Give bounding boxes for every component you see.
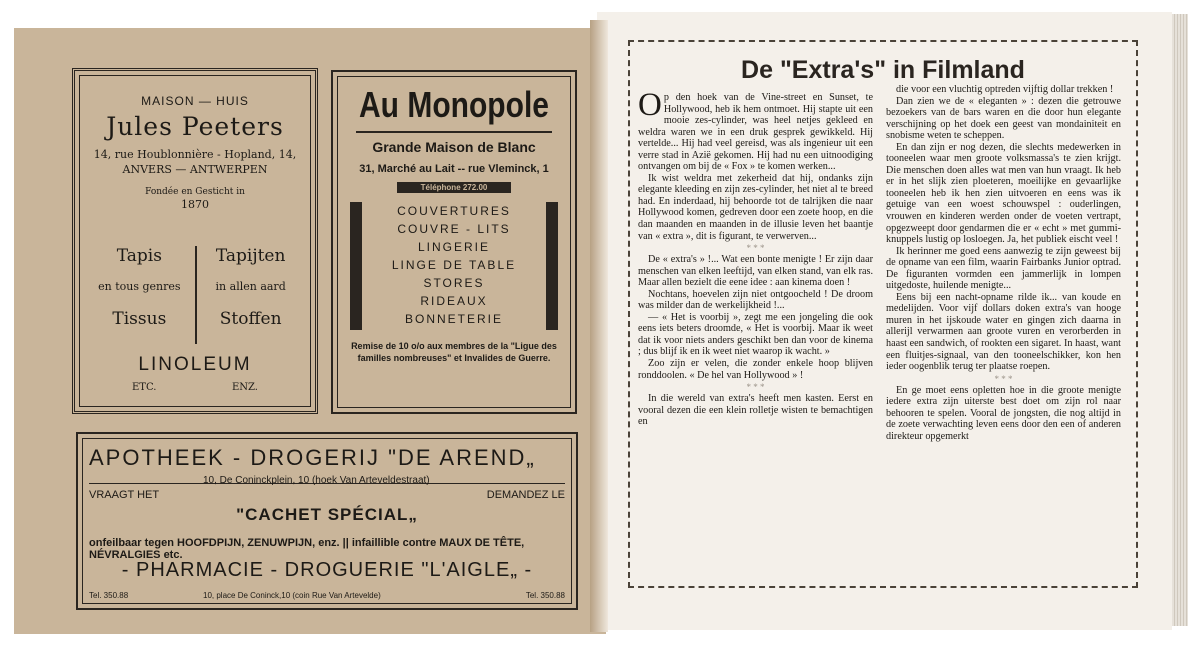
ad-pharmacy-address-french: 10, place De Coninck,10 (coin Rue Van Artevelde) [203,591,381,600]
ad-product: Tapijten [215,246,286,266]
article-paragraph: die voor een vluchtig optreden vijftig dollar trekken ! [896,84,1114,95]
section-separator: * * * [994,373,1013,384]
ad-year: 1870 [181,198,209,211]
article-paragraph: Ik wist weldra met zekerheid dat hij, ondanks zijn elegante kleeding en zijn zes-cylinder, het niet al te breed had. En inderdaad, hij behoorde tot de talrijken die naar Hollywood komen, gedreven door een zoete hoop, en die dan maanden en maanden in de illusie leven het baantje van « extra », dit is figurant, te verwerven... [638,172,873,242]
ad-telephone: Tel. 350.88 [89,591,129,600]
article-paragraph: Ik herinner me goed eens aanwezig te zijn geweest bij de opname van een film, waarin Fairbanks Junior optrad. De figuranten vormden een jammerlijk in lompen uitgedoste, huilende menigte... [886,245,1121,292]
article-column-2 [886,84,1121,442]
ad-product-item: LINGERIE [417,240,490,254]
ad-product-detail: in allen aard [215,280,286,293]
book-gutter [590,20,608,632]
article-paragraph: Nochtans, hoevelen zijn niet ontgoocheld ! De droom was milder dan de werkelijkheid !... [638,288,873,312]
ad-product-name: "CACHET SPÉCIAL„ [236,505,418,524]
article-paragraph: De « extra's » !... Wat een bonte menigte ! Er zijn daar menschen van elken leeftijd, van elken stand, van elk ras. Maar allen bezielt die eene idee : aan kinema doen ! [638,254,873,289]
divider [356,131,552,133]
ad-product-claim: onfeilbaar tegen HOOFDPIJN, ZENUWPIJN, enz. || infaillible contre MAUX DE TÊTE, NÉVRALGIES etc. [89,537,525,561]
ad-company-name: Jules Peeters [106,112,284,141]
ad-discount-note: Remise de 10 o/o aux membres de la "Ligue des familles nombreuses" et Invalides de Guerre. [351,341,557,363]
decorative-bar [350,202,362,330]
ad-linoleum: LINOLEUM [138,354,252,375]
ad-product-item: COUVRE - LITS [397,222,511,236]
ad-dutch-column [199,246,302,343]
ad-store-title: Au Monopole [359,85,549,126]
ad-jules-peeters [72,68,318,414]
ad-product-item: COUVERTURES [397,204,511,218]
article-paragraph: Eens bij een nacht-opname rilde ik... van koude en medelijden. Voor vijf dollars doken extra's van hooge muren in het ijskoude water en gingen zich daarna in allerijl verwarmen aan groote vuren en verorberden in haast een sandwich, of rookten een sigaret. In haast, want een fluitjes-signaal, van den tooneelschikker, kon hen ieder oogenblik terug ter plaatse roepen. [886,291,1121,373]
ad-de-arend [76,432,578,610]
ad-product-item: STORES [423,276,485,290]
divider [195,246,197,344]
ad-store-subtitle: Grande Maison de Blanc [372,139,536,155]
ad-french-column [88,246,191,343]
ad-product-detail: en tous genres [98,280,181,293]
article-paragraph: Op den hoek van de Vine-street en Sunset, te Hollywood, heb ik hem ontmoet. Hij stapte uit een mooie zes-cylinder, was heel netjes gekleed en weldra waren we in een druk gesprek gewikkeld. Hij vertelde... Hij had veel gereisd, was als ingenieur uit een verre stad in Azië gekomen. Hij had nu een uitnoodiging ontvangen om bij de « Fox » te komen werken... [638,87,873,173]
ad-vraagt: VRAAGT HET [89,489,160,501]
ad-product-item: LINGE DE TABLE [391,258,517,272]
ad-pharmacy-title: APOTHEEK - DROGERIJ "DE AREND„ [89,445,536,470]
ad-pharmacy-address: 10, De Coninckplein, 10 (hoek Van Arteveldestraat) [203,475,430,486]
article-paragraph: Dan zien we de « eleganten » : dezen die getrouwe bezoekers van de bars waren en die door hun elegante verschijning op het doek een geest van mondainiteit en snobisme weten te scheppen. [886,95,1121,142]
article-frame [628,40,1138,588]
ad-founded: Fondée en Gesticht in [145,187,245,197]
ad-product: Tapis [116,246,162,266]
ad-maison-label: MAISON — HUIS [141,94,249,108]
section-separator: * * * [746,243,765,254]
ad-city: ANVERS — ANTWERPEN [122,163,268,176]
article-paragraph: En ge moet eens opletten hoe in die groote menigte iedere extra zijn uiterste best doet om zijn rol naar behooren te spelen. Vooral de jongsten, die nog altijd in de zoete verwachting leven eens door den een of anderen direkteur opgemerkt [886,384,1121,442]
ad-address: 14, rue Houblonnière - Hopland, 14, [93,148,297,161]
drop-cap: O [638,87,662,123]
section-separator: * * * [746,382,765,393]
ad-pharmacy-french: - PHARMACIE - DROGUERIE "L'AIGLE„ - [121,559,533,581]
article-paragraph: Zoo zijn er velen, die zonder enkele hoop blijven ronddoolen. « De hel van Hollywood » ! [638,358,873,381]
article-paragraph: In die wereld van extra's heeft men kasten. Eerst en vooral dezen die een klein rolletje wisten te bemachtigen en [638,393,873,428]
ad-etc: ETC. [132,382,157,393]
article-title: De "Extra's" in Filmland [741,56,1025,84]
ad-product-item: RIDEAUX [420,294,488,308]
ad-telephone: Tel. 350.88 [525,591,565,600]
ad-au-monopole [331,70,577,414]
page-edges [1172,14,1188,626]
article-paragraph: — « Het is voorbij », zegt me een jongeling die ook eens iets beters droomde, « Het is voorbij. Maar ik weet dat ik voor niets anders geschikt ben dan voor de kinema ; dus blijf ik en ik weet niet waarop ik wacht. » [638,311,873,358]
ad-demandez: DEMANDEZ LE [486,489,565,501]
article-paragraph: En dan zijn er nog dezen, die slechts medewerken in tooneelen waar men groote volksmassa's te zien krijgt. Die menschen doen alles wat men van hun vraagt. Ik heb er in het slijk zien ploeteren, moeilijke en gevaarlijke tooneelen heb ik hen zien uitvoeren en eens was ik getuige van een woest schouwspel : ouderlingen, vrouwen en kinderen werden onder de voeten vertrapt, opgezweept door gendarmen die er « echt » met gummi-knuppels lustig op losloegen. Ja, het publiek eischt veel ! [886,141,1121,246]
ad-telephone: Téléphone 272.00 [397,182,512,193]
ad-product: Tissus [112,309,167,329]
ad-product-item: BONNETERIE [404,312,503,326]
decorative-bar [546,202,558,330]
ad-store-address: 31, Marché au Lait -- rue Vleminck, 1 [359,163,549,175]
ad-enz: ENZ. [231,382,258,393]
article-column-1 [638,87,873,428]
ad-product: Stoffen [219,309,282,329]
